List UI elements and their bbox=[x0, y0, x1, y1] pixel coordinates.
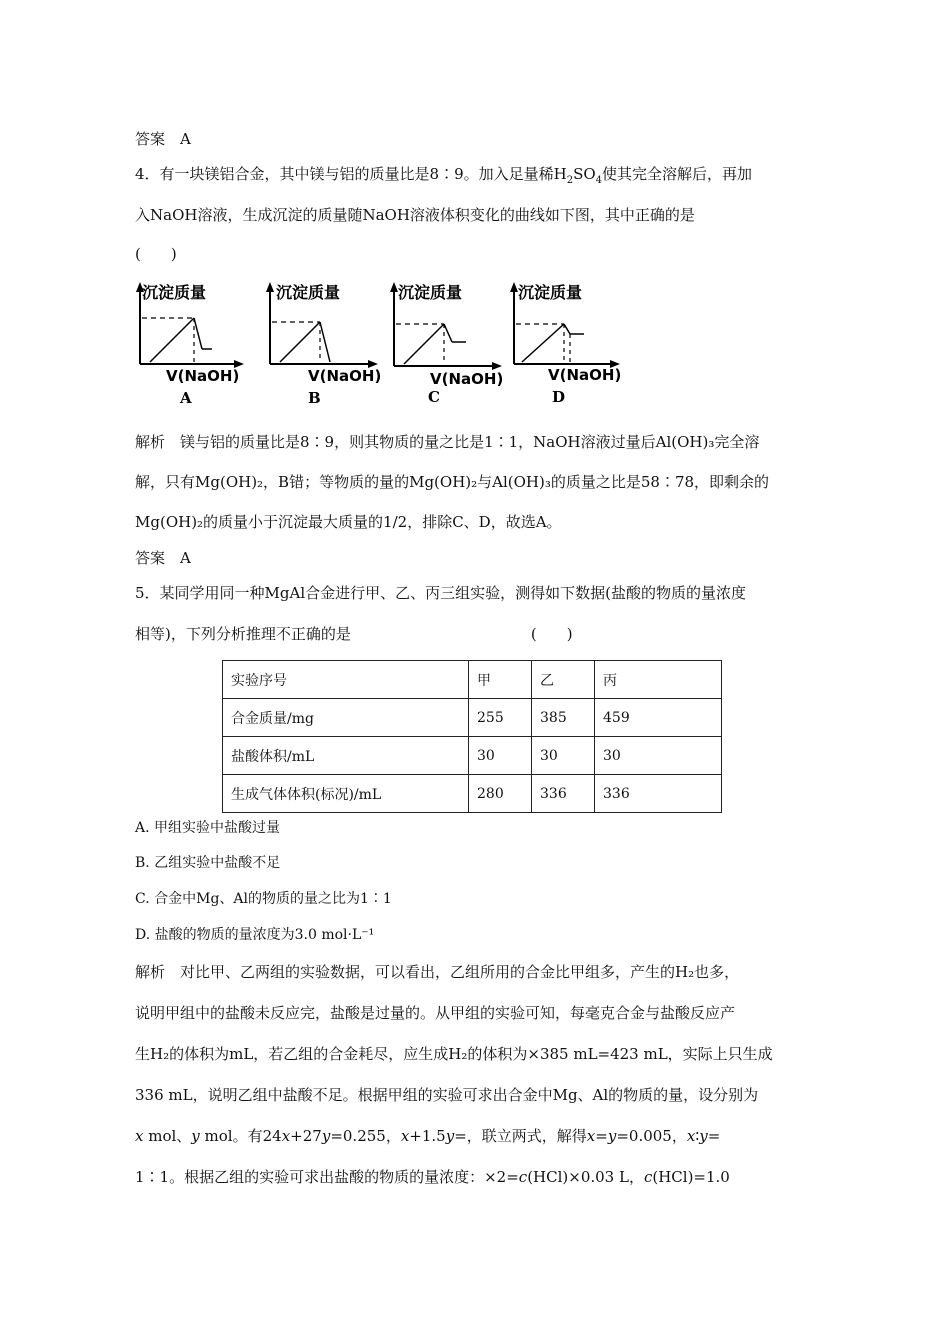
table-cell: 385 bbox=[532, 699, 595, 737]
q4-text-c: 使其完全溶解后，再加 bbox=[602, 165, 753, 183]
chart-d-ylabel: 沉淀质量 bbox=[518, 283, 583, 302]
text: = bbox=[707, 1127, 721, 1145]
var-x: x bbox=[281, 1127, 291, 1145]
analysis5-line3: 生H₂的体积为mL，若乙组的合金耗尽，应生成H₂的体积为×385 mL=423 mL，实际上只生成 bbox=[135, 1045, 773, 1063]
answer2-line: 答案 A bbox=[135, 549, 191, 567]
table-header-cell: 实验序号 bbox=[223, 661, 469, 699]
chart-b-option: B bbox=[308, 389, 321, 407]
table-row bbox=[223, 737, 722, 775]
text: (HCl)×0.03 L， bbox=[527, 1168, 644, 1186]
text: =，联立两式，解得 bbox=[454, 1127, 587, 1145]
answer-line: 答案 A bbox=[135, 130, 191, 148]
analysis5-line1: 解析 对比甲、乙两组的实验数据，可以看出，乙组所用的合金比甲组多，产生的H₂也多， bbox=[135, 963, 740, 981]
table-cell: 336 bbox=[532, 775, 595, 813]
analysis4-line1: 解析 镁与铝的质量比是8∶9，则其物质的量之比是1∶1，NaOH溶液过量后Al(OH)₃完全溶 bbox=[135, 433, 760, 451]
analysis5-line5 bbox=[135, 1126, 720, 1146]
table-cell: 336 bbox=[595, 775, 722, 813]
q4-line1 bbox=[135, 164, 752, 191]
var-c: c bbox=[643, 1168, 653, 1186]
text: ∶ bbox=[695, 1127, 700, 1145]
analysis5-line4: 336 mL，说明乙组中盐酸不足。根据甲组的实验可求出合金中Mg、Al的物质的量，设分别为 bbox=[135, 1086, 759, 1104]
chart-c bbox=[388, 278, 518, 408]
chart-d-xlabel: V(NaOH) bbox=[548, 366, 622, 384]
text: 1∶1。根据乙组的实验可求出盐酸的物质的量浓度：×2= bbox=[135, 1168, 519, 1186]
q5-line2: 相等)，下列分析推理不正确的是 ( ) bbox=[135, 625, 573, 643]
q4-text-a: 4．有一块镁铝合金，其中镁与铝的质量比是8∶9。加入足量稀H bbox=[135, 165, 567, 183]
table-cell: 459 bbox=[595, 699, 722, 737]
chart-c-ylabel: 沉淀质量 bbox=[398, 283, 463, 302]
table-cell: 生成气体体积(标况)/mL bbox=[223, 775, 469, 813]
var-x: x bbox=[586, 1127, 596, 1145]
analysis4-line3: Mg(OH)₂的质量小于沉淀最大质量的1/2，排除C、D，故选A。 bbox=[135, 513, 562, 531]
choice-c: C. 合金中Mg、Al的物质的量之比为1∶1 bbox=[135, 891, 392, 907]
chart-b bbox=[262, 278, 392, 408]
var-y: y bbox=[191, 1127, 200, 1145]
experiment-table bbox=[222, 660, 722, 813]
q4-sub1: 2 bbox=[566, 175, 574, 186]
table-header-cell: 丙 bbox=[595, 661, 722, 699]
table-row bbox=[223, 775, 722, 813]
chart-c-xlabel: V(NaOH) bbox=[430, 370, 504, 388]
choice-d: D. 盐酸的物质的量浓度为3.0 mol·L⁻¹ bbox=[135, 927, 375, 943]
chart-d bbox=[508, 278, 638, 408]
text: = bbox=[595, 1127, 608, 1145]
var-c: c bbox=[518, 1168, 528, 1186]
table-cell: 30 bbox=[532, 737, 595, 775]
text: mol。有24 bbox=[199, 1127, 282, 1145]
text: mol、 bbox=[143, 1127, 192, 1145]
table-row bbox=[223, 699, 722, 737]
var-y: y bbox=[699, 1127, 708, 1145]
chart-c-option: C bbox=[428, 388, 440, 406]
analysis5-line6 bbox=[135, 1167, 730, 1187]
table-cell: 30 bbox=[595, 737, 722, 775]
var-x: x bbox=[135, 1127, 144, 1145]
q4-sub2: 4 bbox=[595, 175, 603, 186]
text: (HCl)=1.0 bbox=[652, 1168, 730, 1186]
table-cell: 合金质量/mg bbox=[223, 699, 469, 737]
q4-text-b: SO bbox=[573, 165, 596, 183]
text: =0.005， bbox=[616, 1127, 687, 1145]
table-cell: 盐酸体积/mL bbox=[223, 737, 469, 775]
var-y: y bbox=[607, 1127, 617, 1145]
var-y: y bbox=[445, 1127, 455, 1145]
analysis4-line2: 解，只有Mg(OH)₂，B错；等物质的量的Mg(OH)₂与Al(OH)₃的质量之比是58∶78，即剩余的 bbox=[135, 473, 770, 491]
choice-b: B. 乙组实验中盐酸不足 bbox=[135, 855, 281, 871]
chart-a bbox=[128, 278, 248, 408]
table-header-cell: 乙 bbox=[532, 661, 595, 699]
table-header-cell: 甲 bbox=[469, 661, 532, 699]
analysis5-line2: 说明甲组中的盐酸未反应完，盐酸是过量的。从甲组的实验可知，每毫克合金与盐酸反应产 bbox=[135, 1004, 736, 1022]
var-x: x bbox=[686, 1127, 696, 1145]
chart-d-option: D bbox=[552, 388, 566, 406]
table-cell: 255 bbox=[469, 699, 532, 737]
chart-b-xlabel: V(NaOH) bbox=[308, 367, 382, 385]
text: +27 bbox=[290, 1127, 322, 1145]
var-y: y bbox=[321, 1127, 331, 1145]
q5-line1: 5．某同学用同一种MgAl合金进行甲、乙、丙三组实验，测得如下数据(盐酸的物质的量浓度 bbox=[135, 584, 746, 602]
text: +1.5 bbox=[409, 1127, 446, 1145]
table-cell: 280 bbox=[469, 775, 532, 813]
chart-a-option: A bbox=[180, 389, 192, 407]
chart-b-ylabel: 沉淀质量 bbox=[276, 283, 341, 302]
chart-a-xlabel: V(NaOH) bbox=[166, 367, 240, 385]
table-cell: 30 bbox=[469, 737, 532, 775]
text: =0.255， bbox=[330, 1127, 401, 1145]
var-x: x bbox=[400, 1127, 410, 1145]
table-header-row bbox=[223, 661, 722, 699]
chart-a-ylabel: 沉淀质量 bbox=[142, 283, 207, 302]
q4-line3: ( ) bbox=[135, 245, 177, 263]
choice-a: A. 甲组实验中盐酸过量 bbox=[135, 820, 281, 836]
q4-line2: 入NaOH溶液，生成沉淀的质量随NaOH溶液体积变化的曲线如下图，其中正确的是 bbox=[135, 206, 695, 224]
